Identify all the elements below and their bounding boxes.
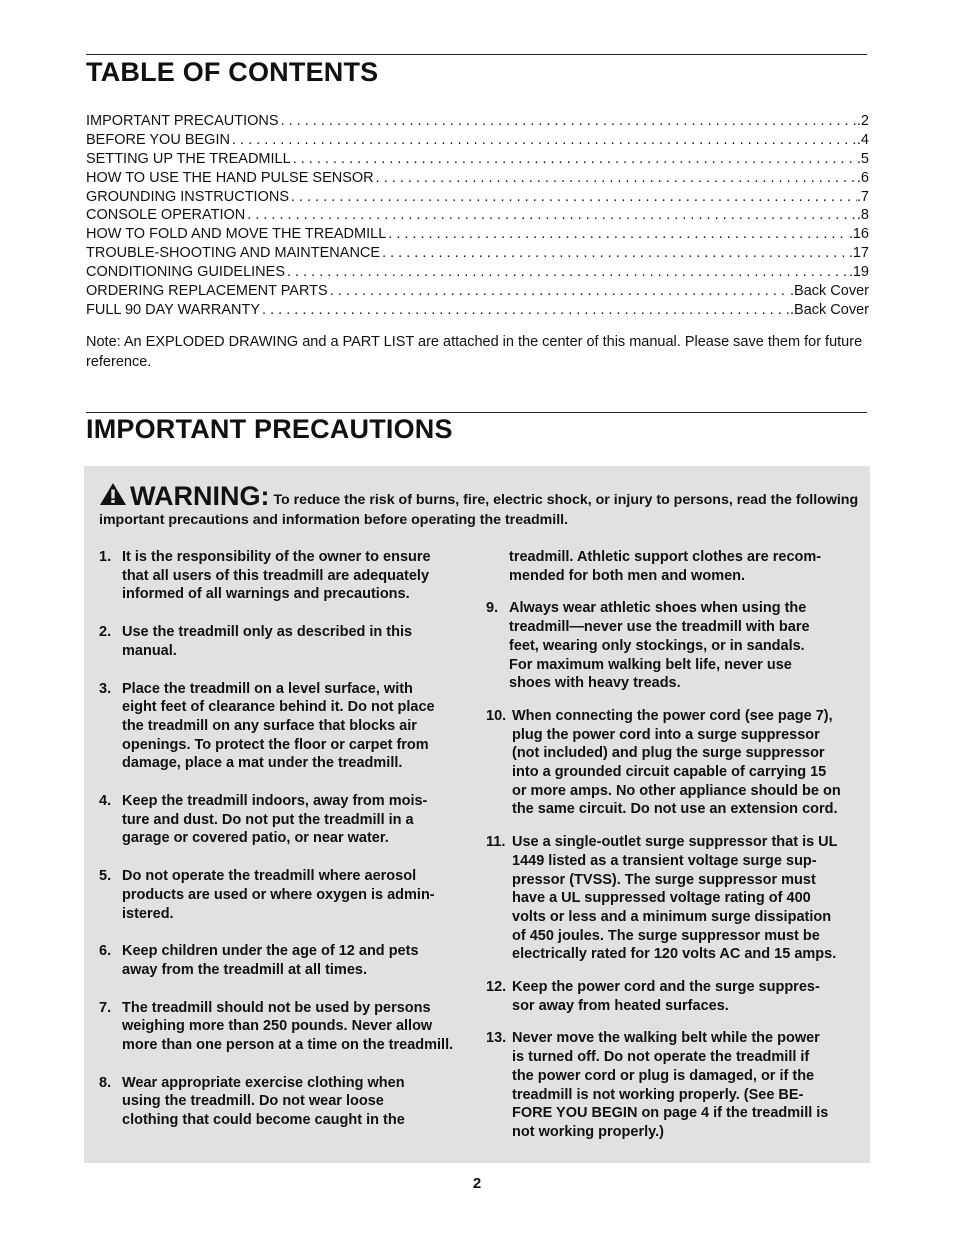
precaution-number: 5.	[99, 868, 112, 885]
toc-leader-dots	[328, 283, 790, 299]
toc-entry-page: .Back Cover	[790, 301, 869, 318]
precaution-number: 12.	[486, 979, 507, 996]
precaution-text: Use a single-outlet surge suppressor that is UL 1449 listed as a transient voltage surge sup- pressor (TVSS). The surge suppressor must have a UL suppressed voltage rating of 400 volts or less and a minimum surge dissipation of 450 joules. The surge suppressor must be electrically rated for 120 volts AC and 15 amps.	[512, 834, 838, 963]
toc-entry-title: BEFORE YOU BEGIN	[86, 131, 230, 148]
toc-leader-dots	[380, 245, 849, 261]
toc-entry-page: .2	[856, 113, 869, 129]
precaution-item	[99, 680, 479, 774]
toc-entry-title: TROUBLE-SHOOTING AND MAINTENANCE	[86, 245, 381, 262]
precaution-text: Wear appropriate exercise clothing when using the treadmill. Do not wear loose clothing that could become caught in the	[122, 1074, 405, 1129]
precaution-item	[486, 707, 866, 819]
toc-entry-title: ORDERING REPLACEMENT PARTS	[86, 283, 328, 300]
warning-triangle-icon	[99, 482, 127, 511]
toc-entry[interactable]	[86, 283, 869, 302]
toc-entry[interactable]	[86, 264, 869, 283]
toc-leader-dots	[285, 264, 849, 280]
precaution-text: Keep the treadmill indoors, away from mois- ture and dust. Do not put the treadmill in a garage or covered patio, or near water.	[122, 793, 428, 847]
toc-entry[interactable]	[86, 245, 869, 264]
toc-leader-dots	[291, 151, 857, 167]
precaution-text: The treadmill should not be used by persons weighing more than 250 pounds. Never allow more than one person at a time on the treadmill.	[122, 999, 454, 1054]
toc-entry-page: .Back Cover	[790, 283, 869, 300]
precaution-item	[486, 599, 866, 693]
toc-top-rule	[86, 54, 867, 55]
page-number: 2	[472, 1175, 482, 1192]
precaution-item	[99, 867, 479, 923]
precaution-number: 10.	[486, 707, 507, 724]
toc-entry-title: GROUNDING INSTRUCTIONS	[86, 188, 289, 205]
precaution-text: treadmill. Athletic support clothes are recom- mended for both men and women.	[509, 549, 822, 584]
toc-entry-title: IMPORTANT PRECAUTIONS	[86, 113, 279, 129]
precaution-text: Always wear athletic shoes when using the treadmill—never use the treadmill with bare feet, wearing only stockings, or in sandals. For maximum walking belt life, never use shoes with heavy treads.	[509, 600, 810, 692]
toc-leader-dots	[386, 226, 849, 242]
toc-entry[interactable]	[86, 151, 869, 170]
precaution-number: 1.	[99, 549, 112, 565]
precaution-item	[99, 1074, 479, 1130]
precaution-text: Place the treadmill on a level surface, with eight feet of clearance behind it. Do not place the treadmill on any surface that blocks air openings. To protect the floor or carpet from damage, place a mat under the treadmill.	[122, 680, 435, 772]
toc-entry-title: CONSOLE OPERATION	[86, 207, 246, 224]
precautions-left-column	[99, 548, 479, 1130]
precaution-item	[99, 942, 479, 979]
toc-entry-page: .19	[848, 264, 869, 281]
precaution-number: 8.	[99, 1074, 112, 1091]
toc-entry-page: .16	[848, 226, 869, 243]
warning-box	[84, 466, 870, 1163]
precaution-text: It is the responsibility of the owner to ensure that all users of this treadmill are adequately informed of all warnings and precautions.	[122, 549, 431, 603]
toc-note: Note: An EXPLODED DRAWING and a PART LIST are attached in the center of this manual. Please save them for future reference.	[86, 334, 863, 370]
toc-entry-title: CONDITIONING GUIDELINES	[86, 264, 285, 281]
precaution-text: Do not operate the treadmill where aerosol products are used or where oxygen is admin- istered.	[122, 868, 435, 922]
table-of-contents	[86, 113, 869, 321]
precaution-item	[99, 792, 479, 848]
toc-entry[interactable]	[86, 170, 869, 189]
precaution-number: 2.	[99, 624, 112, 641]
precaution-item	[486, 978, 866, 1015]
toc-leader-dots	[374, 170, 857, 186]
precautions-heading: IMPORTANT PRECAUTIONS	[86, 414, 453, 444]
warning-text: To reduce the risk of burns, fire, electric shock, or injury to persons, read the following important precautions and information before operating the treadmill.	[99, 492, 859, 528]
toc-leader-dots	[289, 189, 857, 205]
toc-entry-page: .6	[856, 169, 869, 186]
precaution-item	[99, 623, 479, 660]
toc-entry-title: HOW TO FOLD AND MOVE THE TREADMILL	[86, 226, 387, 243]
toc-entry-page: .5	[856, 150, 869, 167]
toc-entry-page: .4	[856, 131, 869, 148]
toc-entry-page: .8	[856, 207, 869, 224]
precaution-item	[486, 1029, 866, 1141]
toc-entry[interactable]	[86, 207, 869, 226]
precaution-text: When connecting the power cord (see page 7), plug the power cord into a surge suppressor (not included) and plug the surge suppressor into a grounded circuit capable of carrying 15 or more amps. No other appliance should be on the same circuit. Do not use an extension cord.	[512, 707, 841, 818]
precaution-number: 13.	[486, 1030, 507, 1047]
toc-entry-page: .7	[856, 188, 869, 205]
toc-heading: TABLE OF CONTENTS	[86, 57, 379, 87]
toc-entry[interactable]	[86, 189, 869, 208]
toc-leader-dots	[245, 207, 857, 223]
toc-entry[interactable]	[86, 132, 869, 151]
precautions-top-rule	[86, 412, 867, 413]
toc-entry-title: FULL 90 DAY WARRANTY	[86, 301, 261, 318]
toc-leader-dots	[230, 132, 857, 148]
warning-word: WARNING:	[130, 481, 270, 511]
toc-leader-dots	[260, 302, 790, 318]
precaution-item	[99, 999, 479, 1055]
precaution-text: Keep children under the age of 12 and pets away from the treadmill at all times.	[122, 943, 419, 978]
warning-heading	[99, 482, 859, 529]
toc-leader-dots	[279, 113, 857, 129]
toc-entry-page: .17	[848, 245, 869, 262]
precaution-item	[99, 548, 479, 604]
precaution-text: Keep the power cord and the surge suppres- sor away from heated surfaces.	[512, 979, 820, 1014]
precaution-number: 9.	[486, 600, 499, 617]
precaution-item	[486, 833, 866, 964]
precaution-number: 3.	[99, 680, 112, 697]
precaution-continuation	[486, 548, 866, 585]
precaution-number: 11.	[486, 834, 506, 851]
precaution-number: 6.	[99, 943, 112, 960]
toc-entry[interactable]	[86, 302, 869, 321]
toc-entry-title: HOW TO USE THE HAND PULSE SENSOR	[86, 169, 374, 186]
toc-entry[interactable]	[86, 113, 869, 132]
toc-entry-title: SETTING UP THE TREADMILL	[86, 150, 291, 167]
precaution-text: Use the treadmill only as described in this manual.	[122, 624, 413, 659]
precaution-number: 7.	[99, 999, 112, 1016]
precaution-number: 4.	[99, 793, 112, 810]
toc-entry[interactable]	[86, 226, 869, 245]
precaution-text: Never move the walking belt while the power is turned off. Do not operate the treadmill if the power cord or plug is damaged, or if the treadmill is not working properly. (See BE- FORE YOU BEGIN on page 4 if the treadmill is not working properly.)	[512, 1030, 829, 1140]
precautions-right-column	[486, 548, 866, 1142]
